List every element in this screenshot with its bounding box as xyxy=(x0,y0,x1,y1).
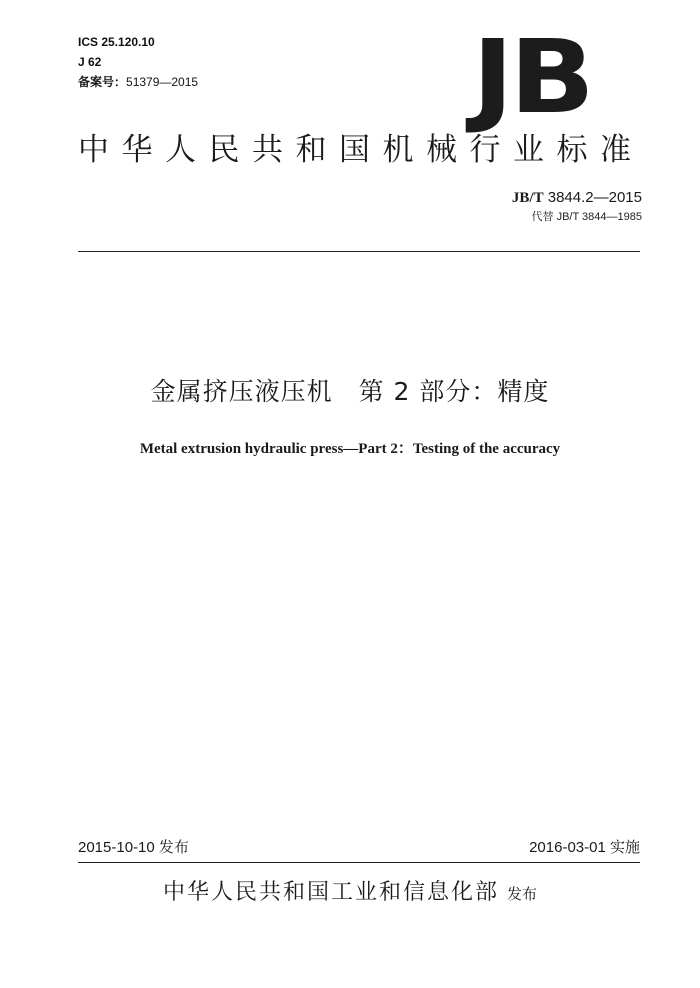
standard-type-heading: 中华人民共和国机械行业标准 xyxy=(78,132,644,168)
issuer-line xyxy=(0,875,700,912)
issuer-action: 发布 xyxy=(507,885,538,903)
filing-number-line xyxy=(78,72,198,92)
title-chinese: 金属挤压液压机 第 2 部分：精度 xyxy=(150,377,550,406)
issuing-organization: 中华人民共和国工业和信息化部 xyxy=(162,880,499,905)
replaces-standard: 代替 JB/T 3844—1985 xyxy=(531,211,642,223)
classification-block xyxy=(78,32,198,92)
standard-number-value: 3844.2—2015 xyxy=(543,189,642,206)
title-english: Metal extrusion hydraulic press—Part 2：Testing of the accuracy xyxy=(139,441,561,457)
issue-date: 2015-10-10 发布 xyxy=(78,839,189,856)
top-divider xyxy=(78,251,640,252)
ics-code: ICS 25.120.10 xyxy=(78,35,155,49)
jb-logo xyxy=(472,18,612,137)
ccs-code: J 62 xyxy=(78,55,102,69)
filing-number: 51379—2015 xyxy=(126,75,199,89)
standard-prefix: JB/T xyxy=(511,190,544,206)
filing-number-label: 备案号： xyxy=(78,75,127,89)
bottom-divider xyxy=(78,862,640,863)
standard-number xyxy=(512,188,642,208)
jb-logo-text: JB xyxy=(472,18,591,137)
implementation-date: 2016-03-01 实施 xyxy=(529,839,640,856)
